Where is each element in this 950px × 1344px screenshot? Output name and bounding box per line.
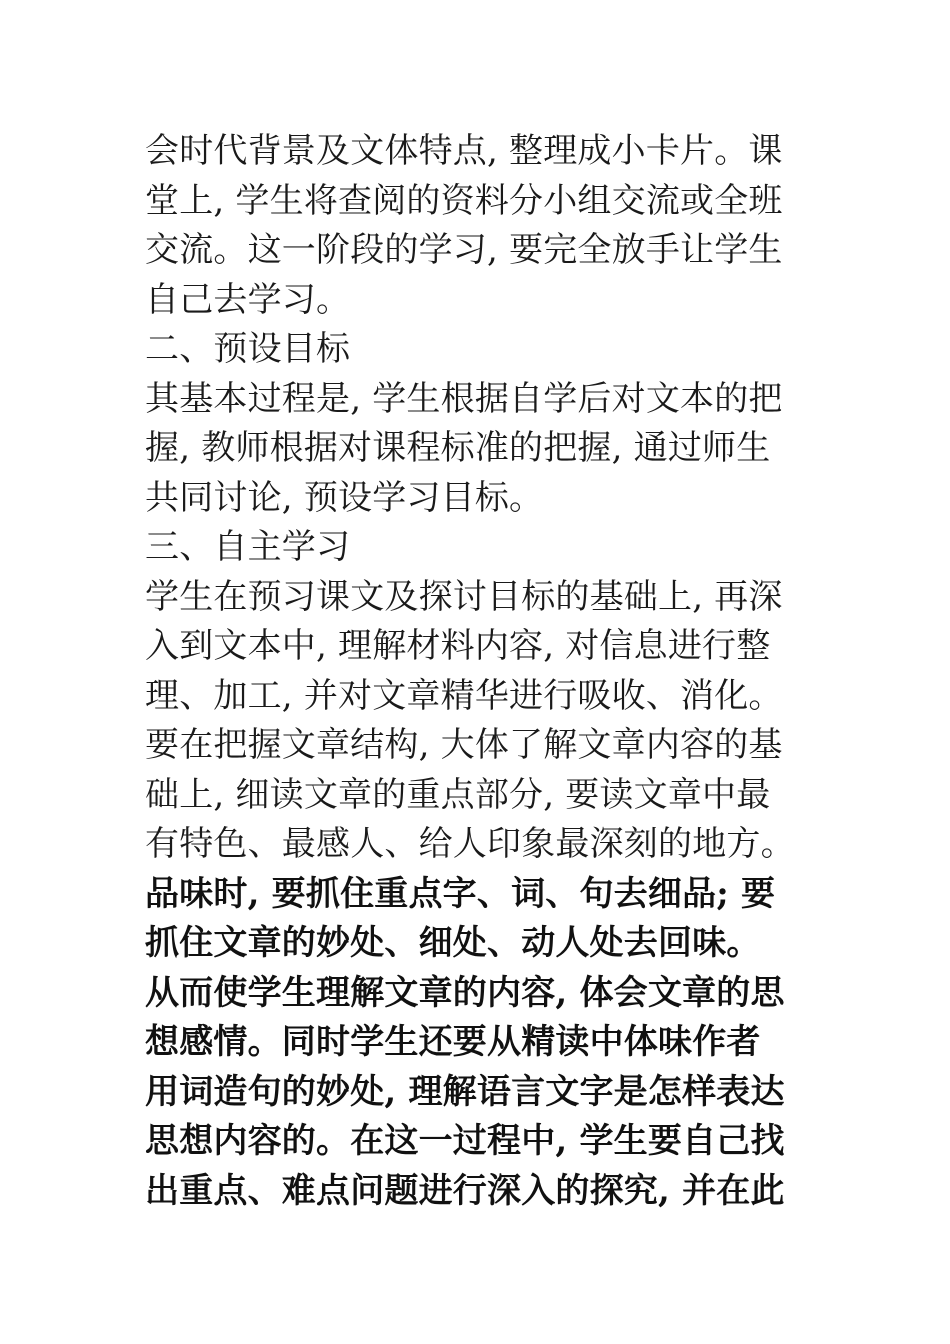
text-line: 础上, 细读文章的重点部分, 要读文章中最 bbox=[145, 774, 771, 815]
text-line: 交流。这一阶段的学习, 要完全放手让学生 bbox=[145, 230, 783, 270]
text-line: 其基本过程是, 学生根据自学后对文本的把 bbox=[145, 378, 783, 419]
bold-text-line: 思想内容的。在这一过程中, 学生要自己找 bbox=[145, 1121, 785, 1161]
section-heading: 三、自主学习 bbox=[145, 527, 351, 567]
body-text bbox=[145, 127, 805, 1216]
bold-text-line: 出重点、难点问题进行深入的探究, 并在此 bbox=[145, 1170, 785, 1211]
bold-text-line: 抓住文章的妙处、细处、动人处去回味。 bbox=[145, 923, 761, 963]
text-line: 握, 教师根据对课程标准的把握, 通过师生 bbox=[145, 428, 771, 468]
text-line: 共同讨论, 预设学习目标。 bbox=[145, 477, 544, 518]
bold-text-line: 品味时, 要抓住重点字、词、句去细品; 要 bbox=[145, 873, 776, 914]
text-line: 会时代背景及文体特点, 整理成小卡片。课 bbox=[145, 131, 783, 171]
bold-text-line: 想感情。同时学生还要从精读中体味作者 bbox=[145, 1022, 761, 1062]
section-heading: 二、预设目标 bbox=[145, 329, 351, 369]
text-line: 理、加工, 并对文章精华进行吸收、消化。 bbox=[145, 675, 783, 716]
bold-text-line: 用词造句的妙处, 理解语言文字是怎样表达 bbox=[145, 1071, 785, 1112]
text-line: 堂上, 学生将查阅的资料分小组交流或全班 bbox=[145, 180, 783, 221]
text-line: 入到文本中, 理解材料内容, 对信息进行整 bbox=[145, 626, 771, 666]
text-line: 自己去学习。 bbox=[145, 279, 351, 320]
text-line: 有特色、最感人、给人印象最深刻的地方。 bbox=[145, 824, 795, 864]
bold-text-line: 从而使学生理解文章的内容, 体会文章的思 bbox=[145, 972, 785, 1013]
text-line: 要在把握文章结构, 大体了解文章内容的基 bbox=[145, 725, 783, 765]
text-line: 学生在预习课文及探讨目标的基础上, 再深 bbox=[145, 576, 783, 617]
